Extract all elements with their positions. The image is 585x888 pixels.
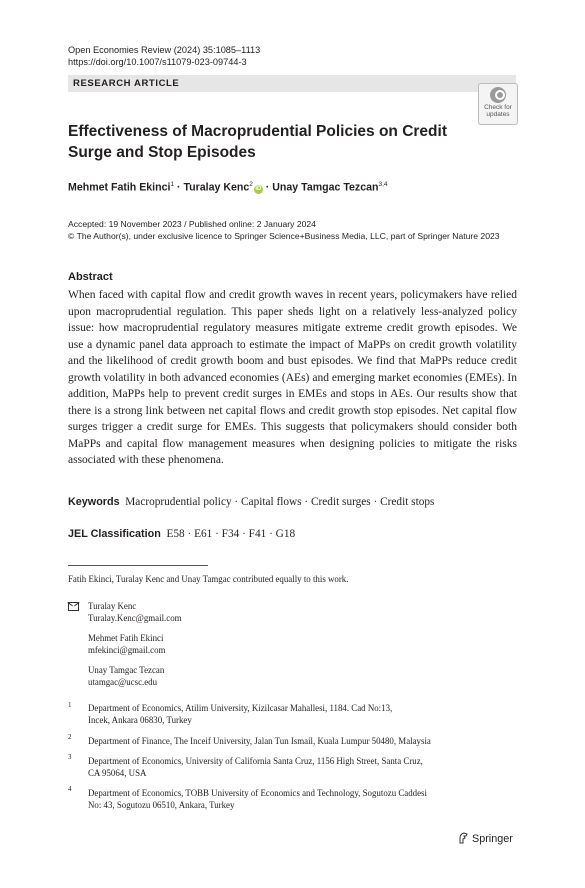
springer-horse-icon bbox=[458, 832, 469, 844]
publisher-logo bbox=[458, 832, 513, 845]
contact-name: Unay Tamgac Tezcan bbox=[88, 665, 165, 675]
copyright-notice: © The Author(s), under exclusive licence to Springer Science+Business Media, LLC, part of Springer Nature 2023 bbox=[68, 231, 500, 241]
orcid-icon[interactable]: iD bbox=[255, 185, 262, 192]
journal-citation: Open Economies Review (2024) 35:1085–1113 bbox=[68, 45, 261, 55]
affiliation-number: 3 bbox=[68, 753, 72, 761]
publication-dates: Accepted: 19 November 2023 / Published online: 2 January 2024 bbox=[68, 219, 316, 229]
affiliation-line: Department of Economics, TOBB University of Economics and Technology, Sogutozu Caddesi bbox=[88, 788, 427, 798]
author-name: Unay Tamgac Tezcan bbox=[272, 181, 379, 194]
abstract-text: When faced with capital flow and credit growth waves in recent years, policymakers have relied upon macroprudential regulation. This paper sheds light on a relatively less-analyzed policy issue: how macroprudential regulatory measures mitigate extreme credit growth episodes. We use a dynamic panel data approach to estimate the impact of MaPPs on credit growth volatility and the likelihood of credit growth boom and bust episodes. We find that MaPPs reduce credit growth volatility in both advanced economies (AEs) and emerging market economies (EMEs). In addition, MaPPs help to prevent credit surges in EMEs and stops in AEs. Our results show that there is a strong link between net capital flows and credit growth stop episodes. Net capital flow surges trigger a credit surge for EMEs. This suggests that policymakers should consider both MaPPs and capital flow management measures when designing policies to mitigate the risks associated with these phenomena. bbox=[68, 289, 517, 466]
check-updates-text-1: Check for bbox=[484, 104, 512, 111]
jel-codes: E58 · E61 · F34 · F41 · G18 bbox=[166, 528, 296, 540]
abstract-heading: Abstract bbox=[68, 271, 113, 283]
author-affil-sup: 2 bbox=[249, 181, 253, 188]
author-name: Turalay Kenc bbox=[183, 181, 250, 194]
author-list bbox=[68, 181, 388, 194]
contact-email[interactable]: mfekinci@gmail.com bbox=[88, 645, 166, 655]
doi-link[interactable]: https://doi.org/10.1007/s11079-023-09744-3 bbox=[68, 57, 247, 67]
contact-name: Mehmet Fatih Ekinci bbox=[88, 633, 164, 643]
jel-label: JEL Classification bbox=[68, 528, 161, 540]
author-separator: · bbox=[174, 181, 184, 194]
affiliation-number: 4 bbox=[68, 785, 72, 793]
footnote-divider bbox=[68, 565, 208, 566]
affiliation-line: No: 43, Sogutozu 06510, Ankara, Turkey bbox=[88, 800, 235, 810]
affiliation-line: Department of Economics, Atilim University, Kizilcasar Mahallesi, 1184. Cad No:13, bbox=[88, 703, 393, 713]
contact-email[interactable]: utamgac@ucsc.edu bbox=[88, 677, 158, 687]
check-updates-text-2: updates bbox=[486, 111, 510, 118]
publisher-name: Springer bbox=[472, 833, 513, 845]
article-type-banner bbox=[68, 75, 516, 92]
keywords-label: Keywords bbox=[68, 496, 120, 508]
contact-email[interactable]: Turalay.Kenc@gmail.com bbox=[88, 613, 182, 623]
affiliation-number: 2 bbox=[68, 733, 72, 741]
check-for-updates-badge[interactable] bbox=[478, 83, 518, 125]
affiliation-line: CA 95064, USA bbox=[88, 768, 147, 778]
keywords-line bbox=[68, 496, 434, 508]
contribution-footnote: Fatih Ekinci, Turalay Kenc and Unay Tamgac contributed equally to this work. bbox=[68, 574, 349, 584]
author-name: Mehmet Fatih Ekinci bbox=[68, 181, 171, 194]
affiliation-line: Incek, Ankara 06830, Turkey bbox=[88, 715, 192, 725]
check-updates-icon bbox=[490, 87, 506, 103]
author-affil-sup: 3,4 bbox=[378, 181, 388, 188]
jel-line bbox=[68, 528, 295, 540]
affiliation-number: 1 bbox=[68, 701, 72, 709]
author-separator: · bbox=[262, 181, 273, 194]
article-type-label: RESEARCH ARTICLE bbox=[73, 78, 180, 89]
paper-title: Effectiveness of Macroprudential Policies on Credit Surge and Stop Episodes bbox=[68, 123, 447, 161]
affiliation-line: Department of Economics, University of California Santa Cruz, 1156 High Street, Santa Cruz, bbox=[88, 756, 423, 766]
keywords-text: Macroprudential policy · Capital flows · Credit surges · Credit stops bbox=[125, 496, 435, 508]
affiliation-line: Department of Finance, The Inceif University, Jalan Tun Ismail, Kuala Lumpur 50480, Malaysia bbox=[88, 736, 431, 746]
envelope-icon bbox=[68, 602, 79, 611]
author-affil-sup: 1 bbox=[170, 181, 175, 188]
contact-name: Turalay Kenc bbox=[88, 601, 137, 611]
